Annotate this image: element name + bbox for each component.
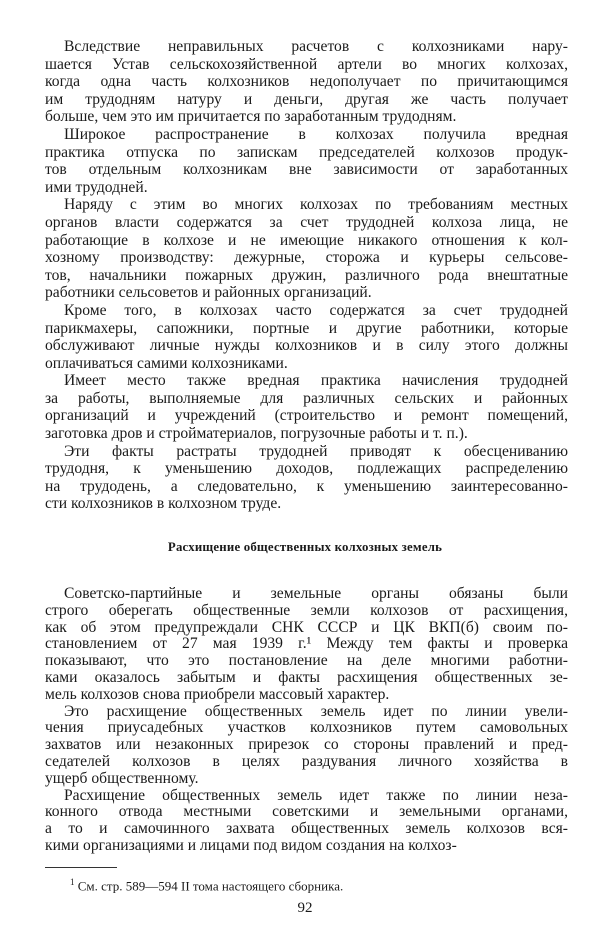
text-line: ками оказалось забытым и факты расхищения общественных зе- (45, 668, 568, 686)
paragraph (45, 586, 568, 704)
text-line: чения приусадебных участков колхозников путем самовольных (45, 719, 568, 737)
text-line: Это расхищение общественных земель идет по линии увели- (64, 702, 568, 720)
text-line: на трудодень, а следовательно, к уменьшению заинтересованно- (45, 477, 568, 495)
text-line: а то и самочинного захвата общественных земель колхозов вся- (45, 820, 568, 838)
text-line: трудодня, к уменьшению доходов, подлежащих распределению (45, 460, 568, 478)
footnote-divider (45, 867, 117, 868)
text-line: Эти факты растраты трудодней приводят к обесцениванию (64, 442, 568, 460)
footnote (70, 877, 343, 894)
text-line: им трудодням натуру и деньги, другая же часть получает (45, 90, 568, 108)
text-line: оплачиваться самими колхозниками. (45, 354, 288, 372)
text-line: практика отпуска по запискам председателей колхозов продук- (45, 143, 568, 161)
text-line: работники сельсоветов и районных организаций. (45, 284, 372, 302)
text-line: Расхищение общественных земель идет также по линии неза- (64, 786, 568, 804)
text-line: становлением от 27 мая 1939 г.¹ Между тем факты и проверка (45, 635, 568, 653)
text-line: строго оберегать общественные земли колхозов от расхищения, (45, 601, 568, 619)
text-line: конного отвода местными советскими и земельными органами, (45, 803, 568, 821)
paragraph (45, 704, 568, 788)
paragraph (45, 126, 568, 196)
text-line: органов власти содержатся за счет трудодней колхоза лица, не (45, 213, 568, 231)
text-line: Наряду с этим во многих колхозах по требованиям местных (64, 196, 568, 214)
text-line: мель колхозов снова приобрели массовый характер. (45, 685, 390, 703)
paragraph (45, 788, 568, 855)
text-line: организаций и учреждений (строительство и ремонт помещений, (45, 407, 568, 425)
text-line: кими организациями и лицами под видом создания на колхоз- (45, 836, 457, 854)
text-line: когда одна часть колхозников недополучает по причитающимся (45, 73, 568, 91)
text-line: обслуживают личные нужды колхозников и в силу этого должны (45, 337, 568, 355)
text-line: сти колхозников в колхозном труде. (45, 495, 282, 513)
text-line: Имеет место также вредная практика начисления трудодней (64, 372, 568, 390)
text-line: тов, начальники пожарных дружин, различного рода внештатные (45, 266, 568, 284)
paragraph (45, 443, 568, 513)
body-text-section-2 (45, 586, 568, 855)
text-line: захватов или незаконных прирезок со стороны правлений и пред- (45, 736, 568, 754)
text-line: работающие в колхозе и не имеющие никакого отношения к кол- (45, 231, 568, 249)
text-line: Вследствие неправильных расчетов с колхозниками нару- (64, 38, 568, 55)
footnote-marker: 1 (70, 877, 75, 887)
section-heading: Расхищение общественных колхозных земель (167, 540, 443, 554)
text-line: показывают, что это постановление на деле многими работни- (45, 652, 568, 670)
paragraph (45, 302, 568, 372)
paragraph (45, 196, 568, 302)
text-line: седателей колхозов в целях раздувания личного хозяйства в (45, 752, 568, 770)
text-line: ущерб общественному. (45, 769, 199, 787)
paragraph (45, 38, 568, 126)
text-line: парикмахеры, сапожники, портные и другие работники, которые (45, 319, 568, 337)
text-line: Кроме того, в колхозах часто содержатся за счет трудодней (64, 301, 568, 319)
text-line: тов отдельным колхозникам вне зависимости от заработанных (45, 161, 568, 179)
text-line: шается Устав сельскохозяйственной артели во многих колхозах, (45, 55, 568, 73)
paragraph (45, 372, 568, 442)
body-text-section-1 (45, 38, 568, 513)
footnote-text: См. стр. 589—594 II тома настоящего сборника. (74, 878, 344, 894)
text-line: за работы, выполняемые для различных сельских и районных (45, 389, 568, 407)
page-number: 92 (297, 900, 313, 916)
text-line: как об этом предупреждали СНК СССР и ЦК ВКП(б) своим по- (45, 618, 568, 636)
text-line: больше, чем это им причитается по заработанным трудодням. (45, 108, 457, 126)
text-line: заготовка дров и стройматериалов, погрузочные работы и т. п.). (45, 425, 468, 443)
text-line: хозному производству: дежурные, сторожа и курьеры сельсове- (45, 249, 568, 267)
text-line: ими трудодней. (45, 178, 148, 196)
text-line: Широкое распространение в колхозах получила вредная (64, 125, 568, 143)
text-line: Советско-партийные и земельные органы обязаны были (64, 585, 568, 602)
